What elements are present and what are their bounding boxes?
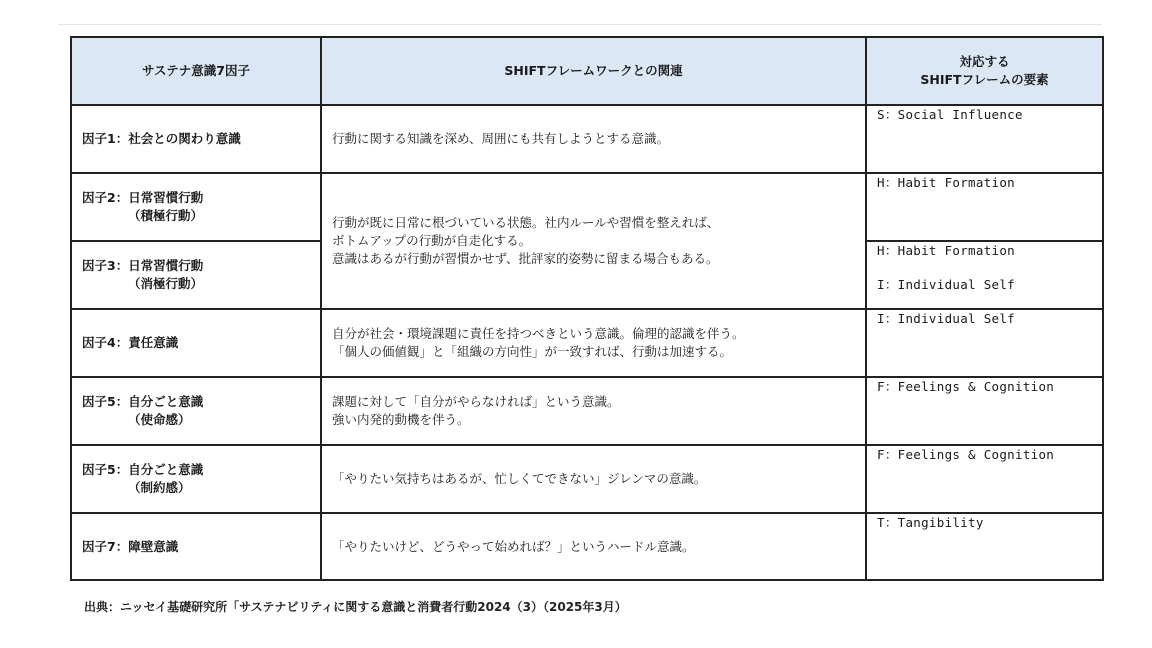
shift-element: H：Habit Formation — [877, 243, 1016, 258]
relation-text: 意識はあるが行動が習慣かせず、批評家的姿勢に留まる場合もある。 — [332, 251, 719, 266]
shift-element: H：Habit Formation — [877, 175, 1016, 190]
factor-sublabel: （消極行動） — [128, 276, 204, 291]
factor-sublabel: （使命感） — [128, 412, 191, 427]
element-cell — [866, 105, 1103, 173]
relation-text: 強い内発的動機を伴う。 — [332, 412, 470, 427]
header-shift-relation: SHIFTフレームワークとの関連 — [321, 37, 866, 105]
factor-cell — [71, 173, 321, 241]
factor-label: 因子5：自分ごと意識 — [82, 462, 204, 477]
element-cell — [866, 173, 1103, 241]
header-factor: サステナ意識7因子 — [71, 37, 321, 105]
relation-text: 行動が既に日常に根づいている状態。社内ルールや習慣を整えれば、 — [332, 215, 720, 230]
source-citation: 出典：ニッセイ基礎研究所「サステナビリティに関する意識と消費者行動2024（3）（2025年3月） — [84, 600, 627, 614]
factor-label: 因子7：障壁意識 — [82, 538, 179, 554]
factor-label: 因子3：日常習慣行動 — [82, 258, 204, 273]
factor-cell — [71, 445, 321, 513]
relation-text: 課題に対して「自分がやらなければ」という意識。 — [332, 394, 620, 409]
relation-cell — [321, 445, 866, 513]
relation-cell — [321, 513, 866, 580]
table-header-row — [71, 37, 1103, 105]
table-row — [71, 445, 1103, 513]
header-shift-element-line2: SHIFTフレームの要素 — [920, 72, 1049, 87]
header-shift-element-line1: 対応する — [959, 54, 1010, 69]
element-cell — [866, 513, 1103, 580]
factor-cell — [71, 309, 321, 377]
table-row — [71, 377, 1103, 445]
shift-element: I：Individual Self — [877, 277, 1016, 292]
relation-cell — [321, 173, 866, 309]
table-row — [71, 513, 1103, 580]
relation-text: 「やりたい気持ちはあるが、忙しくてできない」ジレンマの意識。 — [332, 471, 707, 486]
factor-label: 因子2：日常習慣行動 — [82, 190, 204, 205]
table-row — [71, 309, 1103, 377]
header-shift-element — [866, 37, 1103, 105]
element-cell — [866, 445, 1103, 513]
relation-text: 自分が社会・環境課題に責任を持つべきという意識。倫理的認識を伴う。 — [332, 326, 745, 341]
element-cell — [866, 309, 1103, 377]
relation-text: 行動に関する知識を深め、周囲にも共有しようとする意識。 — [332, 131, 670, 146]
relation-text: 「個人の価値観」と「組織の方向性」が一致すれば、行動は加速する。 — [332, 344, 733, 359]
sustainability-factor-table — [70, 36, 1104, 581]
factor-sublabel: （制約感） — [128, 480, 191, 495]
factor-cell — [71, 241, 321, 309]
relation-text: 「やりたいけど、どうやって始めれば？」というハードル意識。 — [332, 538, 695, 554]
relation-cell — [321, 377, 866, 445]
relation-text: ボトムアップの行動が自走化する。 — [332, 233, 532, 248]
shift-element: T：Tangibility — [877, 515, 984, 530]
relation-cell — [321, 105, 866, 173]
factor-label: 因子1：社会との関わり意識 — [82, 131, 241, 146]
shift-element: S：Social Influence — [877, 107, 1023, 122]
element-cell — [866, 377, 1103, 445]
shift-element: I：Individual Self — [877, 311, 1016, 326]
table-row — [71, 105, 1103, 173]
element-cell — [866, 241, 1103, 309]
table-row — [71, 173, 1103, 241]
shift-element: F：Feelings & Cognition — [877, 447, 1055, 462]
factor-label: 因子4：責任意識 — [82, 335, 179, 350]
factor-cell — [71, 513, 321, 580]
shift-element: F：Feelings & Cognition — [877, 379, 1055, 394]
factor-label: 因子5：自分ごと意識 — [82, 394, 204, 409]
relation-cell — [321, 309, 866, 377]
factor-cell — [71, 377, 321, 445]
factor-sublabel: （積極行動） — [128, 208, 204, 223]
factor-cell — [71, 105, 321, 173]
top-divider — [58, 24, 1102, 25]
